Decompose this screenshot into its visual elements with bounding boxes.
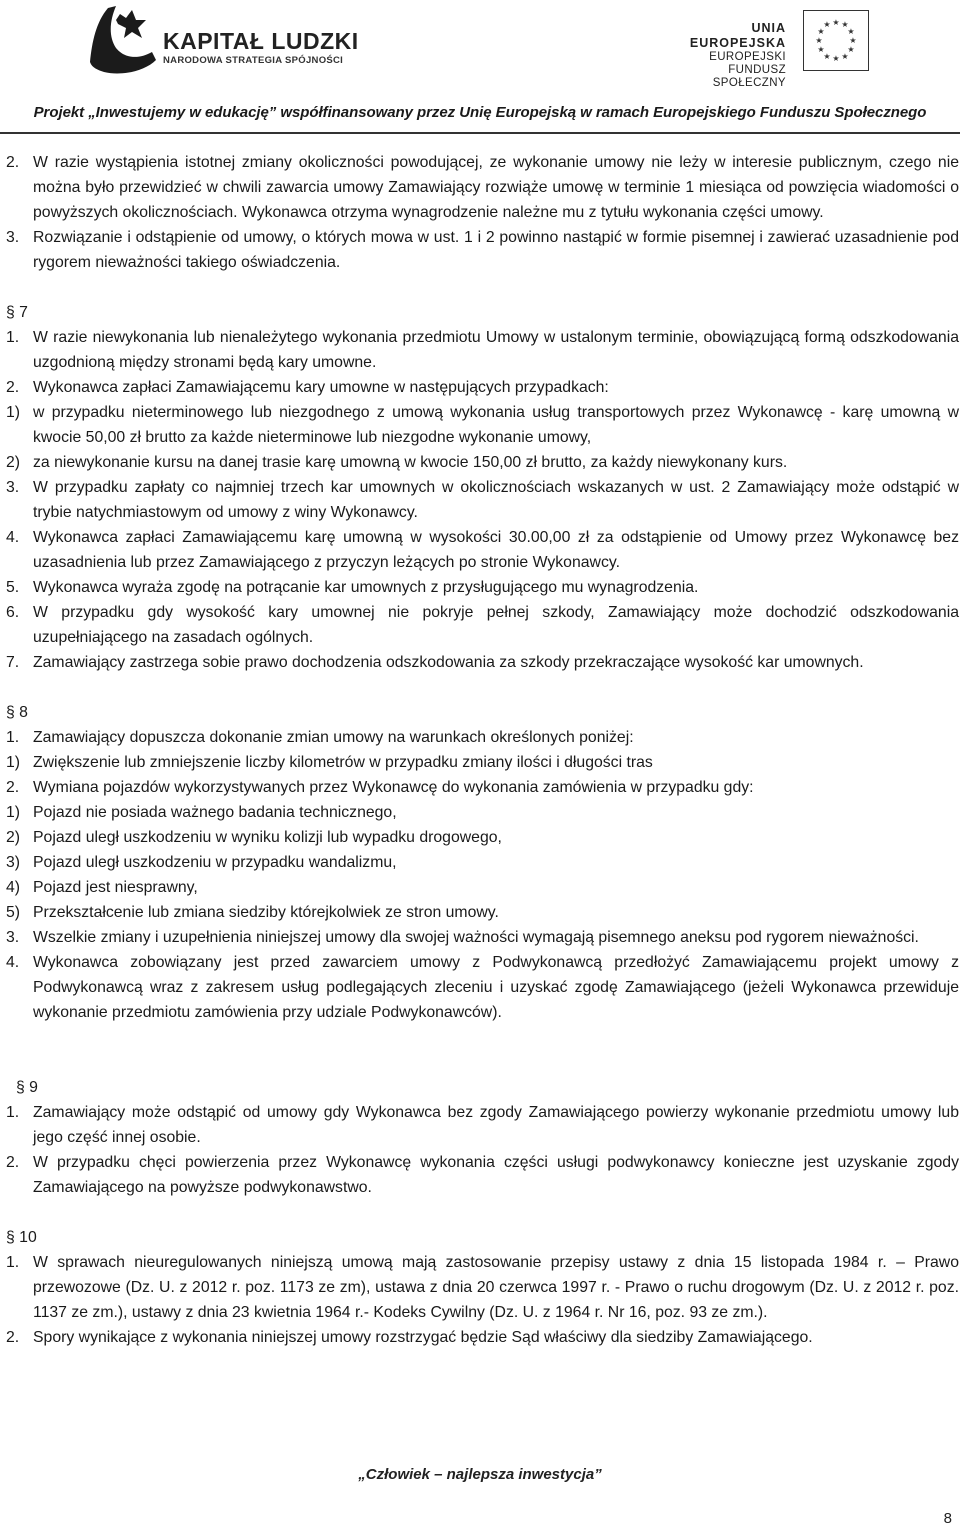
item-text: W razie niewykonania lub nienależytego wykonania przedmiotu Umowy w ustalonym terminie, obowiązującą formą odszkodowania uzgodnioną między stronami będą kary umowne.: [33, 329, 959, 371]
header-divider: [0, 132, 960, 134]
item-number: 1.: [6, 729, 20, 746]
section-10: [6, 1250, 959, 1350]
item-number: 1.: [6, 329, 20, 346]
eu-line-2: EUROPEJSKI: [709, 51, 786, 63]
section-10-title: § 10: [6, 1229, 37, 1246]
page-header: [0, 0, 960, 121]
item-text: Zamawiający zastrzega sobie prawo dochodzenia odszkodowania za szkody przekraczające wysokość kar umownych.: [33, 654, 864, 671]
kapital-ludzki-wordmark: [163, 28, 359, 68]
item-text: W przypadku chęci powierzenia przez Wykonawcę wykonania części usługi podwykonawcy konieczne jest uzyskanie zgody Zamawiającego na powyższe podwykonawstwo.: [33, 1154, 959, 1196]
item-number: 1.: [6, 1254, 20, 1271]
item-text: Zamawiający może odstąpić od umowy gdy Wykonawca bez zgody Zamawiającego powierzy wykonanie przedmiotu umowy lub jego część innej osobie.: [33, 1104, 959, 1146]
section-9-title: § 9: [16, 1079, 38, 1096]
item-number: 2.: [6, 379, 20, 396]
item-text: W razie wystąpienia istotnej zmiany okoliczności powodującej, ze wykonanie umowy nie leży w interesie publicznym, czego nie można było przewidzieć w chwili zawarcia umowy Zamawiający rozwiąże umowę w terminie 1 miesiąca od powzięcia wiadomości o powyższych okolicznościach. Wykonawca otrzyma wynagrodzenie należne mu z tytułu wykonania części umowy.: [33, 154, 959, 221]
paragraph-group: [6, 150, 959, 275]
eu-line-3: FUNDUSZ SPOŁECZNY: [712, 64, 786, 89]
list-item: [6, 450, 959, 475]
project-line: Projekt „Inwestujemy w edukację” współfinansowany przez Unię Europejską w ramach Europejskiego Funduszu Społecznego: [33, 104, 927, 121]
svg-text:★: ★: [817, 45, 825, 54]
list-item: [6, 400, 959, 450]
item-number: 2.: [6, 154, 20, 171]
list-item: [6, 925, 959, 950]
item-text: Zwiększenie lub zmniejszenie liczby kilometrów w przypadku zmiany ilości i długości tras: [33, 754, 653, 771]
eu-wordmark: [660, 21, 786, 90]
list-item: [6, 1150, 959, 1200]
list-item: [6, 650, 959, 675]
kapital-ludzki-logo: [86, 2, 160, 76]
item-number: 2): [6, 454, 21, 471]
item-number: 4): [6, 879, 21, 896]
item-number: 2): [6, 829, 21, 846]
item-number: 3.: [6, 479, 20, 496]
list-item: [6, 850, 959, 875]
item-text: Rozwiązanie i odstąpienie od umowy, o których mowa w ust. 1 i 2 powinno nastąpić w formie pisemnej i zawierać uzasadnienie pod rygorem nieważności takiego oświadczenia.: [33, 229, 959, 271]
item-text: za niewykonanie kursu na danej trasie karę umowną w kwocie 150,00 zł brutto, za każdy niewykonany kurs.: [33, 454, 788, 471]
svg-text:★: ★: [823, 20, 831, 29]
footer-motto: „Człowiek – najlepsza inwestycja”: [358, 1466, 602, 1483]
item-text: Pojazd nie posiada ważnego badania technicznego,: [33, 804, 397, 821]
item-number: 3.: [6, 229, 20, 246]
item-number: 3.: [6, 929, 20, 946]
section-8-title: § 8: [6, 704, 28, 721]
item-number: 1.: [6, 1104, 20, 1121]
item-number: 1): [6, 404, 21, 421]
item-text: Wymiana pojazdów wykorzystywanych przez Wykonawcę do wykonania zamówienia w przypadku gdy:: [33, 779, 754, 796]
item-number: 6.: [6, 604, 20, 621]
item-text: w przypadku nieterminowego lub niezgodnego z umową wykonania usług transportowych przez Wykonawcę - karę umowną w kwocie 50,00 zł brutto za każde nieterminowe lub niezgodne wykonanie umowy,: [33, 404, 959, 446]
item-text: Pojazd uległ uszkodzeniu w wyniku kolizji lub wypadku drogowego,: [33, 829, 502, 846]
list-item: [6, 525, 959, 575]
item-text: Pojazd uległ uszkodzeniu w przypadku wandalizmu,: [33, 854, 397, 871]
list-item: [6, 150, 959, 225]
list-item: [6, 575, 959, 600]
list-item: [6, 875, 959, 900]
item-number: 3): [6, 854, 21, 871]
svg-text:★: ★: [817, 27, 825, 36]
svg-text:★: ★: [847, 27, 855, 36]
list-item: [6, 225, 959, 275]
item-text: Wykonawca wyraża zgodę na potrącanie kar umownych z przysługującego mu wynagrodzenia.: [33, 579, 699, 596]
item-text: W przypadku gdy wysokość kary umownej nie pokryje pełnej szkody, Zamawiający może dochodzić odszkodowania uzupełniającego na zasadach ogólnych.: [33, 604, 959, 646]
document-body: [6, 150, 959, 1350]
list-item: [6, 375, 959, 400]
item-text: Przekształcenie lub zmiana siedziby którejkolwiek ze stron umowy.: [33, 904, 499, 921]
item-text: W sprawach nieuregulowanych niniejszą umową mają zastosowanie przepisy ustawy z dnia 15 listopada 1984 r. – Prawo przewozowe (Dz. U. z 2012 r. poz. 1173 ze zm), ustawa z dnia 20 czerwca 1997 r. - Prawo o ruchu drogowym (Dz. U. z 2012 r. poz. 1137 ze zm.), ustawy z dnia 23 kwietnia 1964 r.- Kodeks Cywilny (Dz. U. z 1964 r. Nr 16, poz. 93 ze zm.).: [33, 1254, 959, 1321]
item-text: Wykonawca zobowiązany jest przed zawarciem umowy z Podwykonawcą przedłożyć Zamawiającemu projekt umowy z Podwykonawcą wraz z zakresem usług podlegających zleceniu i uzyskać zgodę Zamawiającego (jeżeli Wykonawca przewiduje wykonanie przedmiotu zamówienia przy udziale Podwykonawców).: [33, 954, 959, 1021]
list-item: [6, 775, 959, 800]
list-item: [6, 1100, 959, 1150]
item-number: 5): [6, 904, 21, 921]
item-number: 1): [6, 804, 21, 821]
svg-text:★: ★: [841, 52, 849, 61]
list-item: [6, 475, 959, 525]
section-7-title: § 7: [6, 304, 28, 321]
item-number: 1): [6, 754, 21, 771]
list-item: [6, 950, 959, 1025]
svg-text:★: ★: [847, 45, 855, 54]
item-number: 2.: [6, 1329, 20, 1346]
svg-text:★: ★: [849, 36, 857, 45]
item-text: Pojazd jest niesprawny,: [33, 879, 198, 896]
svg-text:★: ★: [832, 54, 840, 63]
item-text: Wszelkie zmiany i uzupełnienia niniejszej umowy dla swojej ważności wymagają pisemnego aneksu pod rygorem nieważności.: [33, 929, 919, 946]
item-number: 4.: [6, 529, 20, 546]
list-item: [6, 600, 959, 650]
item-number: 7.: [6, 654, 20, 671]
list-item: [6, 900, 959, 925]
list-item: [6, 800, 959, 825]
item-text: Zamawiający dopuszcza dokonanie zmian umowy na warunkach określonych poniżej:: [33, 729, 634, 746]
section-8: [6, 725, 959, 1025]
kapital-ludzki-subtitle: NARODOWA STRATEGIA SPÓJNOŚCI: [163, 55, 344, 66]
list-item: [6, 750, 959, 775]
section-7: [6, 325, 959, 675]
eu-line-1: UNIA EUROPEJSKA: [689, 21, 786, 50]
item-number: 2.: [6, 779, 20, 796]
svg-text:★: ★: [823, 52, 831, 61]
list-item: [6, 825, 959, 850]
item-text: W przypadku zapłaty co najmniej trzech kar umownych w okolicznościach wskazanych w ust. 2 Zamawiający może odstąpić w trybie natychmiastowym od umowy z winy Wykonawcy.: [33, 479, 959, 521]
kapital-ludzki-title: KAPITAŁ LUDZKI: [163, 28, 359, 54]
item-number: 4.: [6, 954, 20, 971]
svg-text:★: ★: [815, 36, 823, 45]
list-item: [6, 1325, 959, 1350]
item-text: Wykonawca zapłaci Zamawiającemu kary umowne w następujących przypadkach:: [33, 379, 609, 396]
page-number: 8: [943, 1510, 952, 1527]
item-text: Wykonawca zapłaci Zamawiającemu karę umowną w wysokości 30.00,00 zł za odstąpienie od Umowy przez Wykonawcę bez uzasadnienia lub przez Zamawiającego z przyczyn leżących po stronie Wykonawcy.: [33, 529, 959, 571]
eu-flag-icon: [803, 10, 869, 71]
section-9: [6, 1100, 959, 1200]
svg-text:★: ★: [841, 20, 849, 29]
list-item: [6, 325, 959, 375]
list-item: [6, 1250, 959, 1325]
item-number: 5.: [6, 579, 20, 596]
item-text: Spory wynikające z wykonania niniejszej umowy rozstrzygać będzie Sąd właściwy dla siedziby Zamawiającego.: [33, 1329, 813, 1346]
item-number: 2.: [6, 1154, 20, 1171]
list-item: [6, 725, 959, 750]
svg-text:★: ★: [832, 18, 840, 27]
